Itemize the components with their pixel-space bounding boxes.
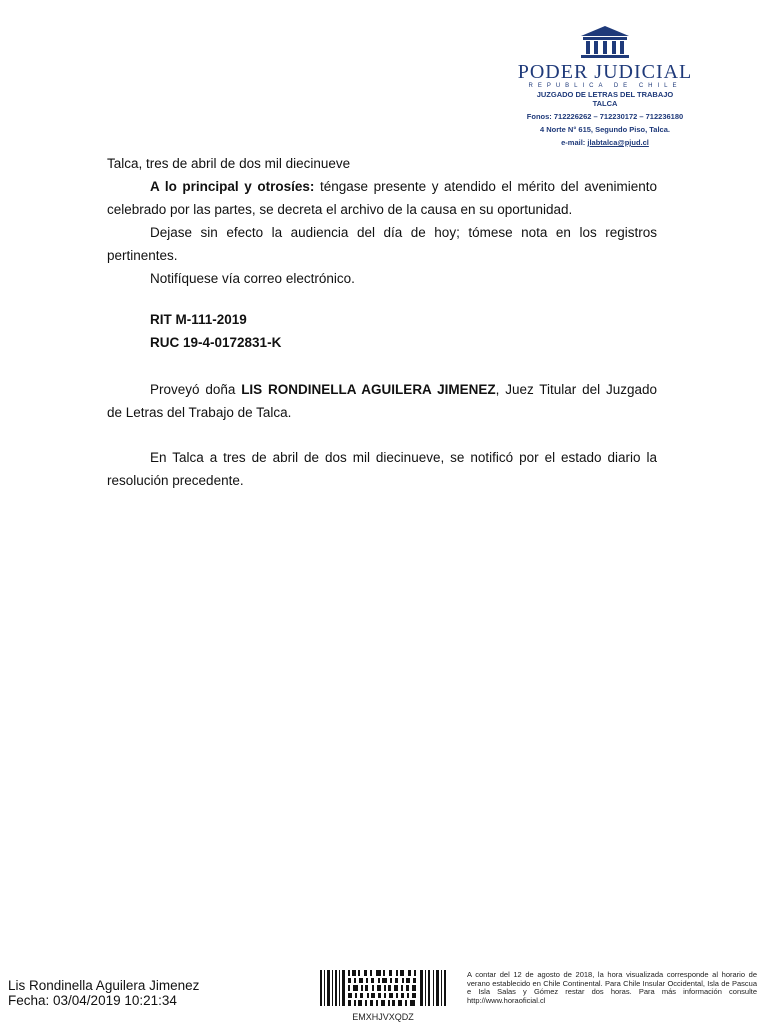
institution-title: PODER JUDICIAL <box>517 61 693 83</box>
court-email-line <box>500 138 710 147</box>
paragraph-notificacion: Notifíquese vía correo electrónico. <box>150 271 355 286</box>
signer-name: Lis Rondinella Aguilera Jimenez <box>8 978 200 993</box>
court-city: TALCA <box>592 99 618 108</box>
email-label: e-mail: <box>561 138 588 147</box>
court-name: JUZGADO DE LETRAS DEL TRABAJO <box>536 90 674 99</box>
principal-heading: A lo principal y otrosíes: <box>150 179 315 194</box>
proveyo-prefix: Proveyó doña <box>150 382 242 397</box>
paragraph-estado-diario: En Talca a tres de abril de dos mil diecinueve, se notificó por el estado diario la resolución precedente. <box>107 450 657 488</box>
resolution-body <box>107 152 657 492</box>
signature-block <box>8 978 199 1008</box>
proveyo-suffix: , Juez Titular del Juzgado de Letras del Trabajo de Talca. <box>107 382 657 420</box>
court-address: 4 Norte N° 615, Segundo Piso, Talca. <box>540 125 670 134</box>
verification-barcode <box>320 970 446 1022</box>
courthouse-emblem-icon <box>577 24 633 60</box>
letterhead <box>500 24 710 147</box>
principal-text: téngase presente y atendido el mérito del avenimiento celebrado por las partes, se decreta el archivo de la causa en su oportunidad. <box>107 179 657 217</box>
paragraph-principal <box>107 175 657 221</box>
paragraph-proveyo <box>107 378 657 424</box>
rit-number: RIT M-111-2019 <box>150 312 247 327</box>
email-link[interactable]: jlabtalca@pjud.cl <box>587 138 649 147</box>
barcode-icon <box>320 970 446 1006</box>
time-zone-note: A contar del 12 de agosto de 2018, la hora visualizada corresponde al horario de verano establecido en Chile Continental. Para Chile Insular Occidental, Isla de Pascua e Isla Salas y Gómez restar dos horas. Para más información consulte http://www.horaoficial.cl <box>467 970 757 1005</box>
signature-date: Fecha: 03/04/2019 10:21:34 <box>8 993 177 1008</box>
date-line: Talca, tres de abril de dos mil diecinueve <box>107 156 351 171</box>
paragraph-audiencia: Dejase sin efecto la audiencia del día de hoy; tómese nota en los registros pertinentes. <box>107 225 657 263</box>
court-phones: Fonos: 712226262 – 712230172 – 712236180 <box>526 112 684 121</box>
ruc-number: RUC 19-4-0172831-K <box>150 335 282 350</box>
institution-subtitle: REPUBLICA DE CHILE <box>528 83 682 89</box>
judge-name: LIS RONDINELLA AGUILERA JIMENEZ <box>241 382 496 397</box>
verification-code: EMXHJVXQDZ <box>352 1012 414 1022</box>
